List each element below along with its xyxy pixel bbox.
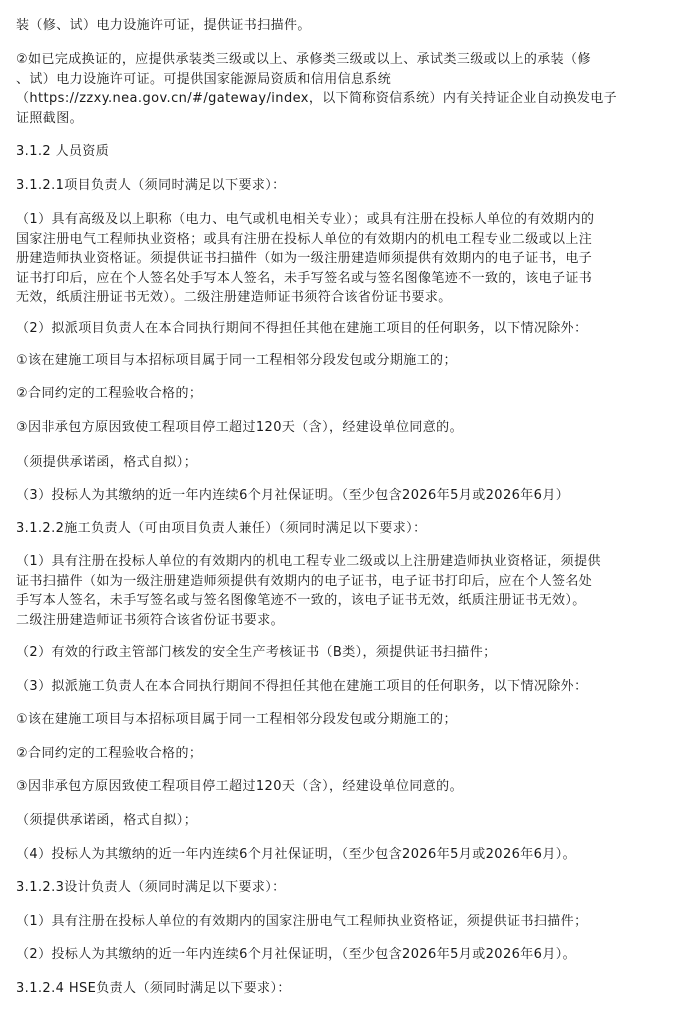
list-item bbox=[16, 384, 675, 404]
paragraph-license-continuation bbox=[16, 16, 675, 36]
list-item bbox=[16, 744, 675, 764]
text-line: （1）具有注册在投标人单位的有效期内的国家注册电气工程师执业资格证，须提供证书扫描件； bbox=[16, 914, 588, 929]
text-line: （3）投标人为其缴纳的近一年内连续6个月社保证明。（至少包含2026年5月或2026年6月） bbox=[16, 488, 570, 503]
text-line: （2）投标人为其缴纳的近一年内连续6个月社保证明，（至少包含2026年5月或2026年6月）。 bbox=[16, 947, 577, 962]
paragraph-project-lead-title bbox=[16, 210, 675, 308]
text-line: 无效，纸质注册证书无效）。二级注册建造师证书须符合该省份证书要求。 bbox=[16, 290, 452, 305]
list-item bbox=[16, 351, 675, 371]
heading-3-1-2-1 bbox=[16, 176, 675, 196]
text-line: 国家注册电气工程师执业资格；或具有注册在投标人单位的有效期内的机电工程专业二级或以上注 bbox=[16, 231, 593, 247]
text-line: （须提供承诺函，格式自拟）； bbox=[16, 455, 198, 470]
paragraph-safety-cert bbox=[16, 643, 675, 663]
paragraph-commitment-note bbox=[16, 453, 675, 473]
heading-3-1-2-4 bbox=[16, 979, 675, 999]
text-line: （2）有效的行政主管部门核发的安全生产考核证书（B类），须提供证书扫描件； bbox=[16, 645, 497, 660]
paragraph-project-lead-exclusivity bbox=[16, 319, 675, 339]
paragraph-license-renewal bbox=[16, 50, 675, 128]
list-item bbox=[16, 777, 675, 797]
paragraph-social-security bbox=[16, 486, 675, 506]
text-line: 、试）电力设施许可证。可提供国家能源局资质和信用信息系统 bbox=[16, 71, 392, 87]
heading-text: 3.1.2.1项目负责人（须同时满足以下要求）： bbox=[16, 178, 286, 193]
heading-text: 3.1.2.4 HSE负责人（须同时满足以下要求）： bbox=[16, 981, 291, 996]
paragraph-social-security bbox=[16, 845, 675, 865]
text-line: ②合同约定的工程验收合格的； bbox=[16, 746, 203, 761]
text-line: （3）拟派施工负责人在本合同执行期间不得担任其他在建施工项目的任何职务，以下情况除外： bbox=[16, 679, 588, 694]
text-line: 册建造师执业资格证。须提供证书扫描件（如为一级注册建造师须提供有效期内的电子证书，电子 bbox=[16, 251, 593, 266]
text-line: ②合同约定的工程验收合格的； bbox=[16, 386, 203, 401]
text-line: （1）具有注册在投标人单位的有效期内的机电工程专业二级或以上注册建造师执业资格证，须提供 bbox=[16, 554, 601, 569]
text-line: （4）投标人为其缴纳的近一年内连续6个月社保证明，（至少包含2026年5月或2026年6月）。 bbox=[16, 847, 577, 862]
heading-text: 3.1.2 人员资质 bbox=[16, 144, 110, 159]
text-line: （1）具有高级及以上职称（电力、电气或机电相关专业）；或具有注册在投标人单位的有效期内的 bbox=[16, 212, 595, 227]
paragraph-construction-lead-exclusivity bbox=[16, 677, 675, 697]
paragraph-social-security bbox=[16, 945, 675, 965]
text-line: ③因非承包方原因致使工程项目停工超过120天（含），经建设单位同意的。 bbox=[16, 420, 463, 435]
list-item bbox=[16, 418, 675, 438]
heading-3-1-2-2 bbox=[16, 519, 675, 539]
paragraph-commitment-note bbox=[16, 811, 675, 831]
text-line: 二级注册建造师证书须符合该省份证书要求。 bbox=[16, 612, 285, 628]
text-line: ②如已完成换证的，应提供承装类三级或以上、承修类三级或以上、承试类三级或以上的承装（修 bbox=[16, 52, 591, 67]
text-line: （须提供承诺函，格式自拟）； bbox=[16, 813, 198, 828]
text-line: （https://zzxy.nea.gov.cn/#/gateway/index，以下简称资信系统）内有关持证企业自动换发电子 bbox=[16, 91, 618, 106]
heading-text: 3.1.2.2施工负责人（可由项目负责人兼任）（须同时满足以下要求）： bbox=[16, 521, 427, 536]
text-line: ①该在建施工项目与本招标项目属于同一工程相邻分段发包或分期施工的； bbox=[16, 712, 457, 727]
text-line: 证书打印后，应在个人签名处手写本人签名，未手写签名或与签名图像笔迹不一致的，该电子证书 bbox=[16, 270, 593, 286]
paragraph-construction-lead-cert bbox=[16, 552, 675, 630]
text-line: 证照截图。 bbox=[16, 110, 84, 126]
text-line: 证书扫描件（如为一级注册建造师须提供有效期内的电子证书，电子证书打印后，应在个人签名处 bbox=[16, 573, 593, 589]
text-line: 手写本人签名，未手写签名或与签名图像笔迹不一致的，该电子证书无效，纸质注册证书无效）。 bbox=[16, 593, 586, 608]
text-line: ①该在建施工项目与本招标项目属于同一工程相邻分段发包或分期施工的； bbox=[16, 353, 457, 368]
heading-3-1-2 bbox=[16, 142, 675, 162]
text-line: ③因非承包方原因致使工程项目停工超过120天（含），经建设单位同意的。 bbox=[16, 779, 463, 794]
list-item bbox=[16, 710, 675, 730]
heading-text: 3.1.2.3设计负责人（须同时满足以下要求）： bbox=[16, 880, 286, 895]
heading-3-1-2-3 bbox=[16, 878, 675, 898]
text-line: （2）拟派项目负责人在本合同执行期间不得担任其他在建施工项目的任何职务，以下情况除外： bbox=[16, 321, 588, 336]
paragraph-design-lead-cert bbox=[16, 912, 675, 932]
text-line: 装（修、试）电力设施许可证，提供证书扫描件。 bbox=[16, 18, 311, 33]
